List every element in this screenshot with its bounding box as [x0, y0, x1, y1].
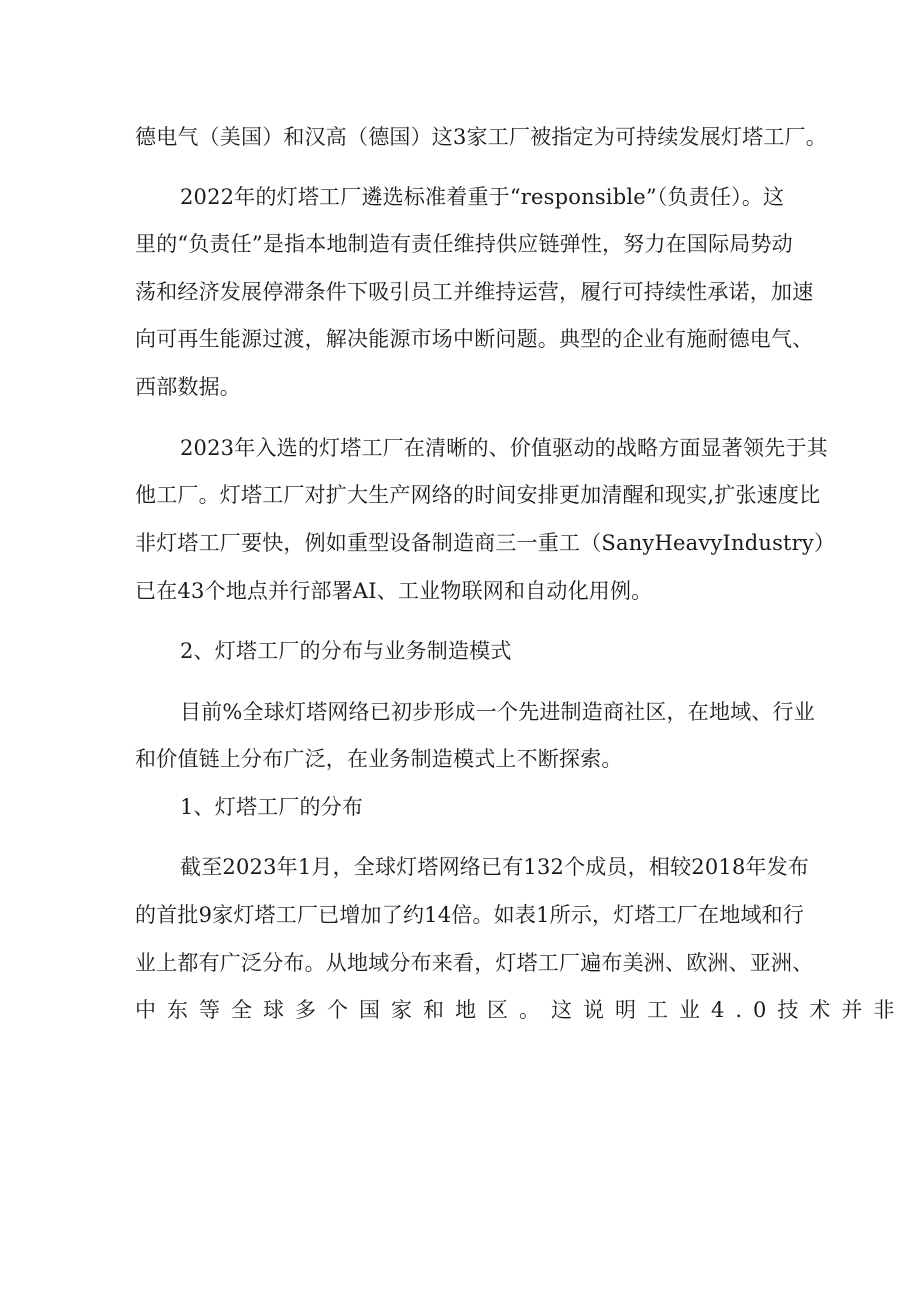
paragraph-line-first: 目前%全球灯塔网络已初步形成一个先进制造商社区，在地域、行业 — [180, 700, 815, 724]
text-line: 荡和经济发展停滞条件下吸引员工并维持运营，履行可持续性承诺，加速 — [135, 280, 814, 304]
text-line: 和价值链上分布广泛，在业务制造模式上不断探索。 — [135, 747, 623, 771]
text-line: 里的“负责任”是指本地制造有责任维持供应链弹性，努力在国际局势动 — [135, 232, 793, 256]
subsection-heading: 1、灯塔工厂的分布 — [180, 795, 364, 819]
text-line: 中东等全球多个国家和地区。这说明工业4.0技术并非 — [135, 998, 906, 1022]
paragraph-line-first: 2023年入选的灯塔工厂在清晰的、价值驱动的战略方面显著领先于其 — [180, 436, 828, 460]
text-line: 西部数据。 — [135, 375, 241, 399]
text-line: 的首批9家灯塔工厂已增加了约14倍。如表1所示，灯塔工厂在地域和行 — [135, 903, 805, 927]
section-heading: 2、灯塔工厂的分布与业务制造模式 — [180, 639, 512, 663]
text-line: 非灯塔工厂要快，例如重型设备制造商三一重工（SanyHeavyIndustry） — [135, 531, 836, 555]
text-line: 业上都有广泛分布。从地域分布来看，灯塔工厂遍布美洲、欧洲、亚洲、 — [135, 951, 814, 975]
text-line: 已在43个地点并行部署AI、工业物联网和自动化用例。 — [135, 579, 653, 603]
paragraph-line-first: 截至2023年1月，全球灯塔网络已有132个成员，相较2018年发布 — [180, 855, 810, 879]
paragraph-line-first: 2022年的灯塔工厂遴选标准着重于“responsible”（负责任）。这 — [180, 185, 785, 209]
text-line: 德电气（美国）和汉高（德国）这3家工厂被指定为可持续发展灯塔工厂。 — [135, 125, 827, 149]
text-line: 他工厂。灯塔工厂对扩大生产网络的时间安排更加清醒和现实,扩张速度比 — [135, 483, 821, 507]
text-line: 向可再生能源过渡，解决能源市场中断问题。典型的企业有施耐德电气、 — [135, 327, 814, 351]
